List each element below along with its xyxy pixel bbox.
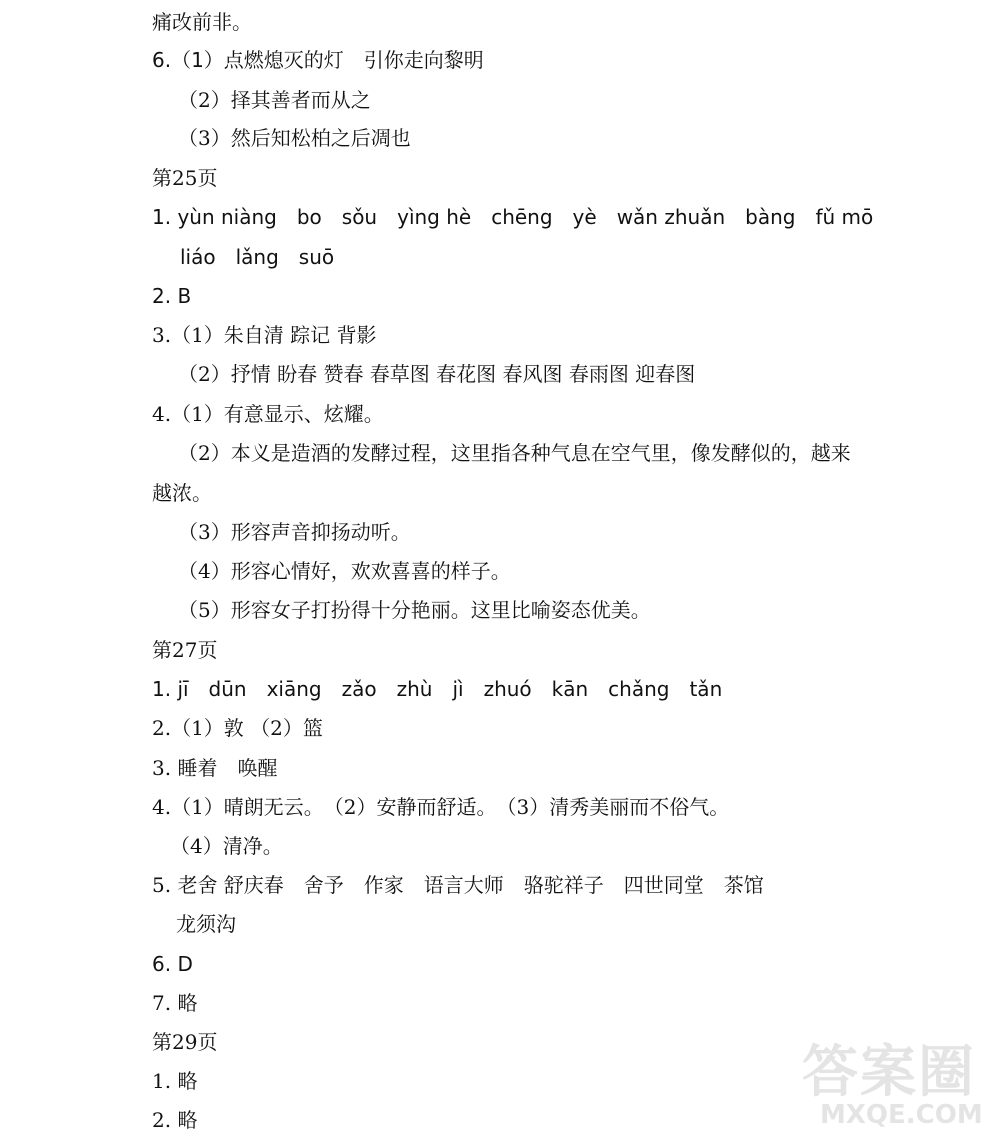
answer-27-3: 3. 睡着 唤醒 <box>152 756 278 780</box>
pinyin-line-3: 1. jī dūn xiāng zǎo zhù jì zhuó kān chǎng tǎn <box>152 677 723 701</box>
section-title-29: 第29页 <box>152 1030 218 1054</box>
watermark-top-text: 答案圈 <box>802 1040 976 1105</box>
text-line-1: 痛改前非。 <box>152 10 252 34</box>
answer-27-5: 5. 老舍 舒庆春 舍予 作家 语言大师 骆驼祥子 四世同堂 茶馆 <box>152 873 764 897</box>
answer-4-3: （3）形容声音抑扬动听。 <box>178 520 411 544</box>
section-title-25: 第25页 <box>152 166 218 190</box>
answer-27-2: 2.（1）敦 （2）篮 <box>152 716 323 740</box>
answer-27-5-continued: 龙须沟 <box>176 912 236 936</box>
answer-27-4: 4.（1）晴朗无云。 （2）安静而舒适。 （3）清秀美丽而不俗气。 <box>152 795 730 819</box>
answer-4-2-continued: 越浓。 <box>152 481 212 505</box>
answer-29-2: 2. 略 <box>152 1108 198 1132</box>
pinyin-line-2: liáo lǎng suō <box>180 245 335 269</box>
section-title-27: 第27页 <box>152 638 218 662</box>
answer-4-4: （4）形容心情好，欢欢喜喜的样子。 <box>178 559 511 583</box>
answer-3-1: 3.（1）朱自清 踪记 背影 <box>152 323 377 347</box>
site-watermark <box>802 1028 992 1138</box>
answer-4-1: 4.（1）有意显示、炫耀。 <box>152 402 384 426</box>
watermark-bottom-text: MXQE.COM <box>820 1100 983 1130</box>
answer-27-7: 7. 略 <box>152 991 198 1015</box>
pinyin-line-1: 1. yùn niàng bo sǒu yìng hè chēng yè wǎn zhuǎn bàng fǔ mō <box>152 205 874 229</box>
answer-2: 2. B <box>152 284 192 308</box>
answer-4-5: （5）形容女子打扮得十分艳丽。这里比喻姿态优美。 <box>178 598 651 622</box>
answer-3-2: （2）抒情 盼春 赞春 春草图 春花图 春风图 春雨图 迎春图 <box>178 362 696 386</box>
answer-27-4-continued: （4）清净。 <box>170 834 283 858</box>
answer-27-6: 6. D <box>152 952 193 976</box>
answer-29-1: 1. 略 <box>152 1069 198 1093</box>
answer-4-2: （2）本义是造酒的发酵过程，这里指各种气息在空气里，像发酵似的，越来 <box>178 441 851 465</box>
text-line-2: 6.（1）点燃熄灭的灯 引你走向黎明 <box>152 48 484 72</box>
text-line-4: （3）然后知松柏之后凋也 <box>178 126 411 150</box>
text-line-3: （2）择其善者而从之 <box>178 88 371 112</box>
